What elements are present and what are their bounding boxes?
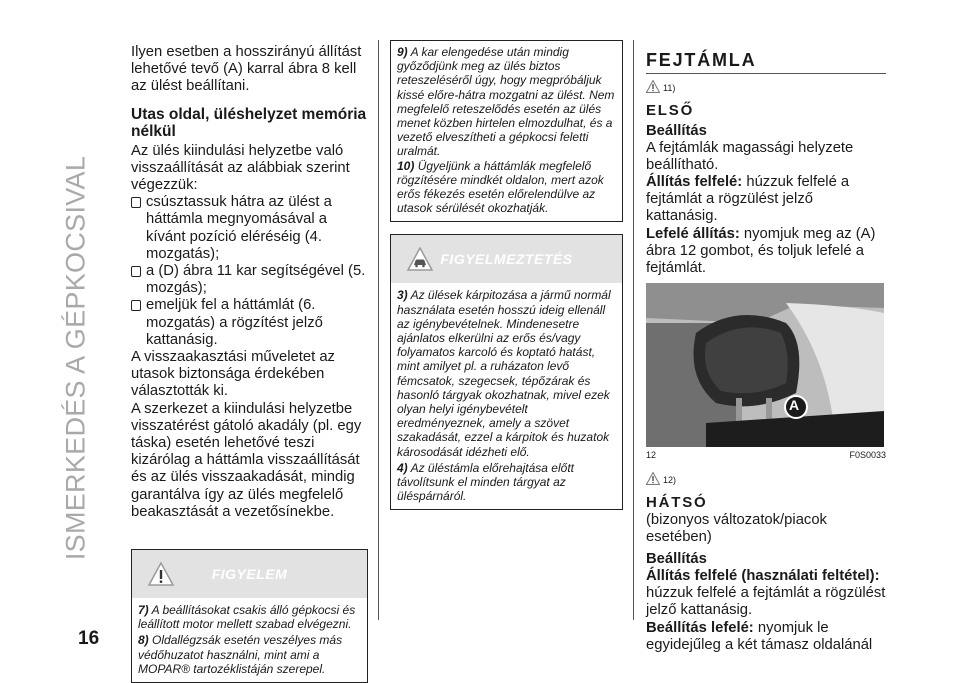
headrest-photo: [646, 283, 884, 447]
figure-number: 12: [646, 450, 657, 461]
sub-heading: Beállítás: [646, 551, 707, 568]
note-item: 9) A kar elengedése után mindig győződjünk meg az ülés biztos reteszeléséről úgy, hogy megpróbáljuk kissé előre-hátra mozgatni az ülést. Nem megfelelő reteszelődés esetén az ülés menet közben hirtelen elmozdulhat, és a vezető elveszítheti a gépkocsi feletti uralmát.: [397, 45, 615, 159]
paragraph: Állítás felfelé (használati feltétel): húzzuk felfelé a fejtámlát a rögzülést jelző kattanásig.: [646, 568, 886, 619]
caution-box: [390, 234, 623, 510]
paragraph: A fejtámlák magassági helyzete beállítható.: [646, 139, 854, 173]
note-item: 10) Ügyeljünk a háttámlák megfelelő rögzítésére mindkét oldalon, mert azok erős fékezés esetén előrelendülve az utasok sérülését okozhatják.: [397, 158, 604, 216]
note-item: 8) Oldallégzsák esetén veszélyes más védőhuzatot használni, mint ami a MOPAR® tartozéklistáján szerepel.: [138, 633, 343, 676]
warning-header: [132, 550, 367, 598]
car-caution-icon: [407, 247, 433, 276]
column-2: [390, 40, 623, 510]
checkbox-bullet-icon: [131, 197, 141, 208]
figure-caption: [646, 450, 886, 460]
chapter-title: FEJTÁMLA: [646, 50, 757, 70]
section-heading: Utas oldal, üléshelyzet memória nélkül: [131, 105, 367, 141]
checkbox-bullet-icon: [131, 300, 141, 311]
paragraph: Beállítás lefelé: nyomjuk le egyidejűleg a két támasz oldalánál: [646, 619, 873, 653]
checkbox-bullet-icon: [131, 266, 141, 277]
note-item: 7) A beállításokat csakis álló gépkocsi és leállított motor mellett szabad elvégezni.: [138, 603, 356, 632]
warning-box: [131, 549, 368, 683]
figure-code: F0S0033: [849, 450, 886, 461]
warning-triangle-icon: [646, 472, 660, 488]
column-divider: [378, 40, 379, 620]
paragraph: (bizonyos változatok/piacok esetében): [646, 511, 827, 545]
caution-label: FIGYELMEZTETÉS: [440, 251, 573, 268]
paragraph: A szerkezet a kiindulási helyzetbe visszatérést gátoló akadály (pl. egy táska) esetén lehetővé teszi kizárólag a háttámla visszaállítását és az ülés visszaakadását, mindig garantálva így az ülés megfelelő beakasztását a vezetősínekbe.: [131, 400, 362, 520]
side-section-title: ISMERKEDÉS A GÉPKOCSIVAL: [60, 155, 91, 561]
warning-triangle-icon: [148, 562, 174, 591]
list-item: csúsztassuk hátra az ülést a háttámla megnyomásával a kívánt pozíció eléréséig (4. mozgatás);: [131, 194, 368, 263]
warning-continued-box: [390, 40, 623, 222]
photo-marker-label: A: [789, 397, 800, 414]
sub-heading: Beállítás: [646, 122, 707, 139]
warning-reference: 11): [646, 80, 886, 96]
caution-header: [391, 235, 622, 283]
section-heading: ELSŐ: [646, 102, 695, 119]
warning-reference: 12): [646, 472, 886, 488]
warning-label: FIGYELEM: [211, 566, 288, 583]
paragraph: Az ülés kiindulási helyzetbe való visszaállítását az alábbiak szerint végezzük:: [131, 142, 350, 194]
section-heading: HÁTSÓ: [646, 494, 708, 512]
paragraph: Állítás felfelé: húzzuk felfelé a fejtámlát a rögzülést jelző kattanásig.: [646, 173, 850, 225]
note-item: 4) Az üléstámla előrehajtása előtt távolítsunk el minden tárgyat az üléspárnáról.: [397, 460, 574, 504]
intro-paragraph: Ilyen esetben a hosszirányú állítást lehetővé tevő (A) karral ábra 8 kell az ülést beállítani.: [131, 44, 362, 95]
list-item: a (D) ábra 11 kar segítségével (5. mozgás);: [131, 263, 368, 297]
column-3: [646, 50, 886, 654]
warning-triangle-icon: [646, 80, 660, 96]
column-1: [131, 44, 368, 683]
page-number: 16: [78, 628, 100, 649]
paragraph: Lefelé állítás: nyomjuk meg az (A) ábra 12 gombot, és toljuk lefelé a fejtámlát.: [646, 225, 876, 276]
list-item: emeljük fel a háttámlát (6. mozgatás) a rögzítést jelző kattanásig.: [131, 297, 368, 349]
column-divider: [633, 40, 634, 620]
paragraph: A visszaakasztási műveletet az utasok biztonsága érdekében választották ki.: [131, 349, 335, 400]
note-item: 3) Az ülések kárpitozása a jármű normál használata esetén hosszú ideig ellenáll az igénybevételnek. Mindenesetre ajánlatos elkerülni az erős és/vagy folyamatos karcoló és koptató hatást, mint amilyet pl. a ruházaton levő fémcsatok, szegecsek, tépőzárak és hasonló tárgyak okozhatnak, mivel ezek olyan helyi igénybevételt eredményeznek, amely a szövet szakadását, ezzel a kárpitok és huzatok károsodását idézheti elő.: [397, 288, 611, 459]
